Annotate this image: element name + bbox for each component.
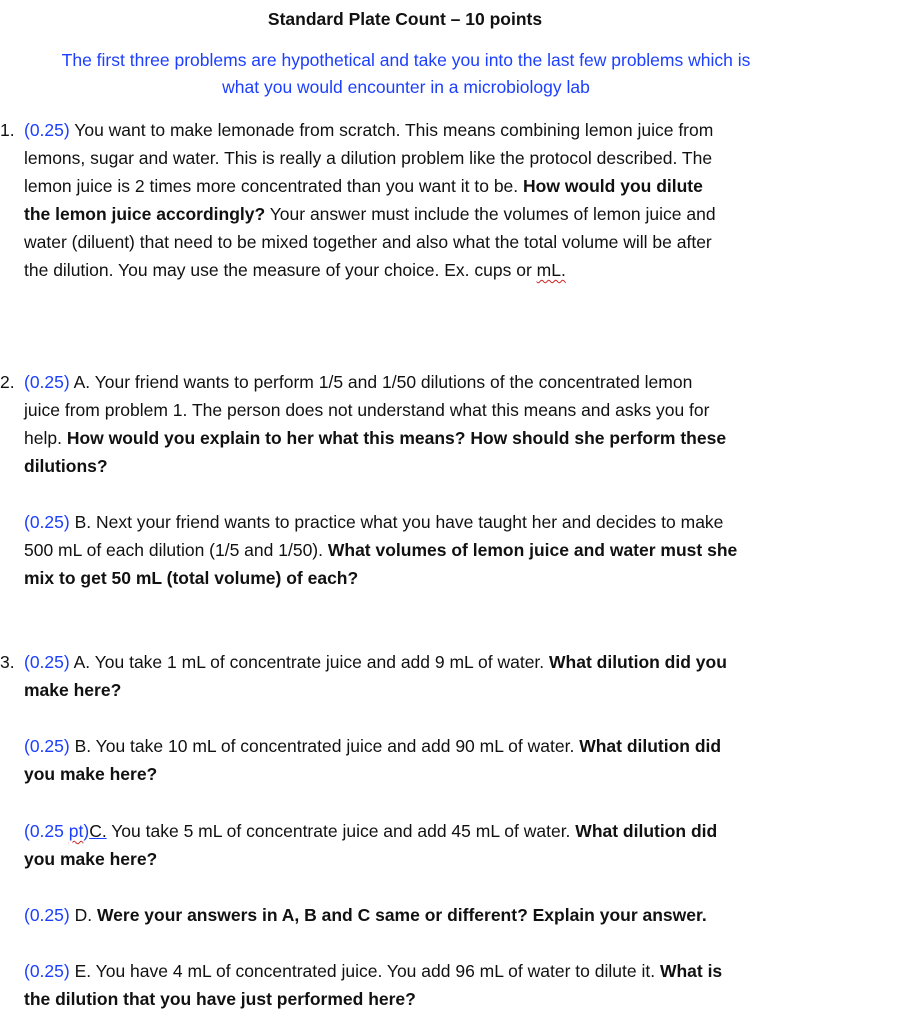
points-label: (0.25) <box>24 120 70 140</box>
problem-number: 2. <box>0 372 15 392</box>
problem-line: (0.25) E. You have 4 mL of concentrated juice. You add 96 mL of water to dilute it. What is <box>24 961 723 981</box>
problem-line: (0.25) B. Next your friend wants to practice what you have taught her and decides to make <box>24 512 724 532</box>
points-label: (0.25) <box>24 372 70 392</box>
problem-line: you make here? <box>24 764 158 784</box>
problem-line: juice from problem 1. The person does not understand what this means and asks you for <box>24 400 710 420</box>
problem-2a <box>0 368 824 480</box>
spellcheck-word: pt <box>68 821 84 841</box>
problem-line: (0.25) A. You take 1 mL of concentrate juice and add 9 mL of water. What dilution did you <box>24 652 727 672</box>
problem-3a <box>0 648 824 704</box>
intro-note <box>0 47 812 101</box>
page-title: Standard Plate Count – 10 points <box>267 9 543 29</box>
problem-line: 500 mL of each dilution (1/5 and 1/50). What volumes of lemon juice and water must she <box>24 540 738 560</box>
problem-3d <box>24 901 824 929</box>
part-letter: C. <box>89 821 107 841</box>
problem-line: mix to get 50 mL (total volume) of each? <box>24 568 359 588</box>
problem-line: dilutions? <box>24 456 108 476</box>
problem-line: (0.25) A. Your friend wants to perform 1/5 and 1/50 dilutions of the concentrated lemon <box>24 372 693 392</box>
problem-line: (0.25) B. You take 10 mL of concentrated juice and add 90 mL of water. What dilution did <box>24 736 722 756</box>
problem-line: the lemon juice accordingly? Your answer must include the volumes of lemon juice and <box>24 204 716 224</box>
intro-line-2: what you would encounter in a microbiology lab <box>222 77 590 97</box>
problem-number: 1. <box>0 120 15 140</box>
points-label: (0.25) <box>24 652 70 672</box>
problem-3e <box>24 957 824 1013</box>
problem-line: lemons, sugar and water. This is really a dilution problem like the protocol described. The <box>24 148 713 168</box>
problem-line: the dilution. You may use the measure of your choice. Ex. cups or mL. <box>24 260 566 280</box>
problem-line: lemon juice is 2 times more concentrated than you want it to be. How would you dilute <box>24 176 703 196</box>
problem-line: make here? <box>24 680 122 700</box>
problem-number: 3. <box>0 652 15 672</box>
points-label: (0.25) <box>24 961 70 981</box>
problem-line: the dilution that you have just performed here? <box>24 989 416 1009</box>
points-label: (0.25) <box>24 905 70 925</box>
problem-line: (0.25) You want to make lemonade from scratch. This means combining lemon juice from <box>24 120 714 140</box>
points-label: (0.25) <box>24 736 70 756</box>
problem-line: help. How would you explain to her what this means? How should she perform these <box>24 428 727 448</box>
problem-3c <box>24 817 824 873</box>
problem-line: water (diluent) that need to be mixed together and also what the total volume will be after <box>24 232 712 252</box>
points-label: (0.25 pt) <box>24 821 90 841</box>
problem-line: (0.25) D. Were your answers in A, B and C same or different? Explain your answer. <box>24 905 707 925</box>
points-label: (0.25) <box>24 512 70 532</box>
spellcheck-word: mL. <box>536 260 566 280</box>
problem-2b <box>24 508 824 592</box>
problem-3b <box>24 732 824 788</box>
intro-line-1: The first three problems are hypothetical and take you into the last few problems which is <box>61 50 751 70</box>
problem-line: (0.25 pt)C. You take 5 mL of concentrate juice and add 45 mL of water. What dilution did <box>24 821 718 841</box>
problem-1 <box>0 116 824 284</box>
problem-line: you make here? <box>24 849 158 869</box>
